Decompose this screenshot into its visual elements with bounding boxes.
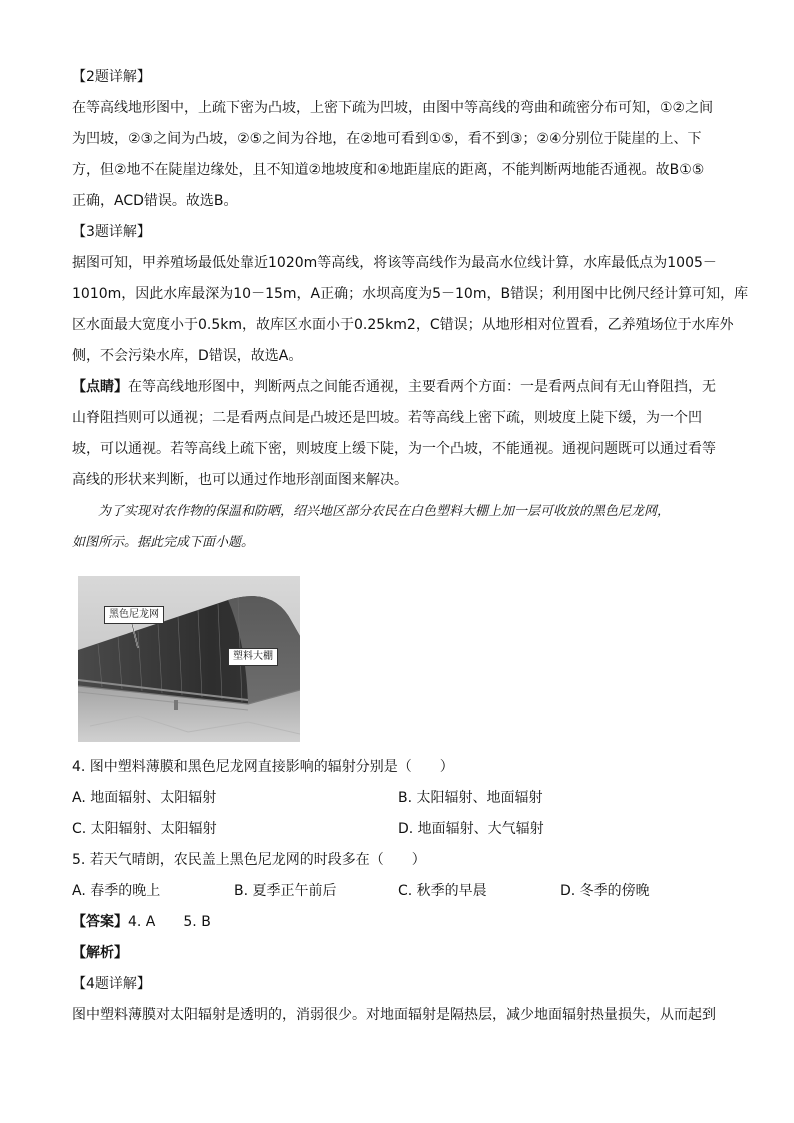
q4-stem: 4. 图中塑料薄膜和黑色尼龙网直接影响的辐射分别是（ ） [72,759,454,775]
q5-stem: 5. 若天气晴朗，农民盖上黑色尼龙网的时段多在（ ） [72,852,426,868]
q5-option-d: D. 冬季的傍晚 [560,883,650,899]
q4-detail-line-1: 图中塑料薄膜对太阳辐射是透明的，消弱很少。对地面辐射是隔热层，减少地面辐射热量损失，从而起到 [72,1007,716,1023]
q3-line-3: 区水面最大宽度小于0.5km，故库区水面小于0.25km2，C错误；从地形相对位置看，乙养殖场位于水库外 [72,317,734,333]
greenhouse-label: 塑料大棚 [228,648,278,666]
q3-heading: 【3题详解】 [72,224,151,240]
q5-option-c: C. 秋季的早晨 [398,883,487,899]
q5-option-b: B. 夏季正午前后 [234,883,337,899]
q4-option-d: D. 地面辐射、大气辐射 [398,821,544,837]
q5-options-row [72,876,724,907]
q4-option-b: B. 太阳辐射、地面辐射 [398,790,543,806]
analysis-label: 【解析】 [72,945,128,961]
greenhouse-photo [78,576,300,742]
document-page [72,62,749,1031]
answer-label: 【答案】 [72,914,128,930]
q4-option-c: C. 太阳辐射、太阳辐射 [72,821,217,837]
q2-heading: 【2题详解】 [72,69,151,85]
answer-line [72,907,724,938]
net-label: 黑色尼龙网 [104,606,164,624]
q4-detail-heading: 【4题详解】 [72,976,151,992]
tip-first-line: 在等高线地形图中，判断两点之间能否通视，主要看两个方面：一是看两点间有无山脊阻挡，无 [128,379,716,395]
q3-line-1: 据图可知，甲养殖场最低处靠近1020m等高线，将该等高线作为最高水位线计算，水库最低点为1005－ [72,255,717,271]
q3-line-2: 1010m，因此水库最深为10－15m，A正确；水坝高度为5－10m，B错误；利用图中比例尺经计算可知，库 [72,286,749,302]
answer-text: 4. A 5. B [128,914,211,930]
tip-line-1 [72,372,724,403]
tip-line-3: 坡，可以通视。若等高线上疏下密，则坡度上缓下陡，为一个凸坡，不能通视。通视问题既可以通过看等 [72,441,716,457]
intro-line-2: 如图所示。据此完成下面小题。 [72,535,255,550]
q2-line-3: 方，但②地不在陡崖边缘处，且不知道②地坡度和④地距崖底的距离，不能判断两地能否通视。故B①⑤ [72,162,705,178]
intro-line-1: 为了实现对农作物的保温和防晒，绍兴地区部分农民在白色塑料大棚上加一层可收放的黑色尼龙网， [98,504,671,519]
q2-line-4: 正确，ACD错误。故选B。 [72,193,238,209]
q2-line-1: 在等高线地形图中，上疏下密为凸坡，上密下疏为凹坡，由图中等高线的弯曲和疏密分布可知，①②之间 [72,100,714,116]
tip-line-2: 山脊阻挡则可以通视；二是看两点间是凸坡还是凹坡。若等高线上密下疏，则坡度上陡下缓，为一个凹 [72,410,702,426]
q4-option-a: A. 地面辐射、太阳辐射 [72,790,217,806]
q5-option-a: A. 春季的晚上 [72,883,161,899]
tip-line-4: 高线的形状来判断，也可以通过作地形剖面图来解决。 [72,472,408,488]
q2-line-2: 为凹坡，②③之间为凸坡，②⑤之间为谷地，在②地可看到①⑤，看不到③；②④分别位于陡崖的上、下 [72,131,702,147]
tip-label: 【点睛】 [72,379,128,395]
q3-line-4: 侧，不会污染水库，D错误，故选A。 [72,348,303,364]
q4-options-row-2 [72,814,724,845]
q4-options-row-1 [72,783,724,814]
